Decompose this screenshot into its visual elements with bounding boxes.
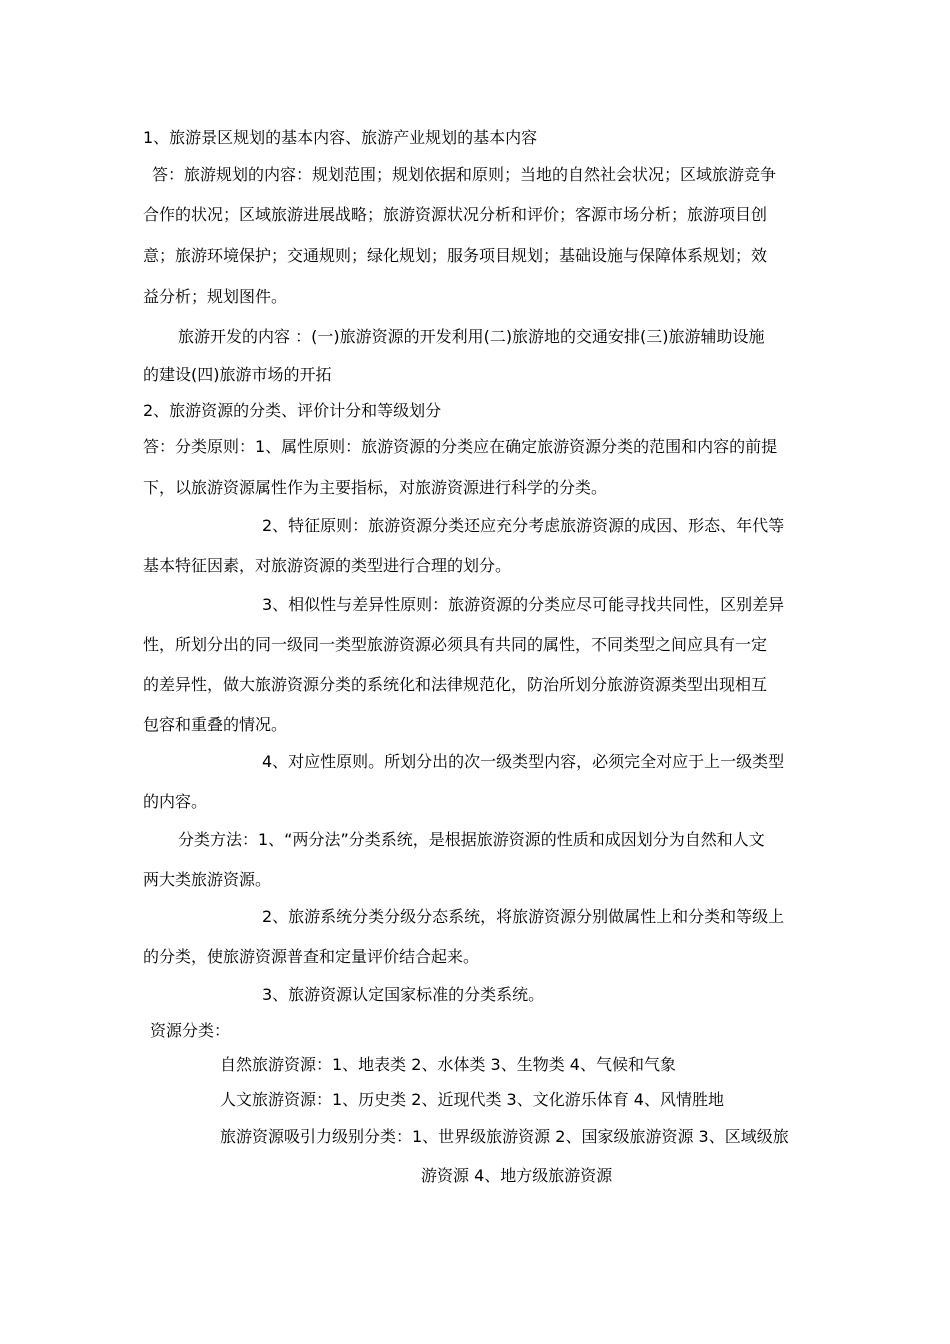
- paragraph-line: 答：分类原则：1、属性原则：旅游资源的分类应在确定旅游资源分类的范围和内容的前提: [143, 437, 778, 456]
- paragraph-line: 性，所划分出的同一级同一类型旅游资源必须具有共同的属性，不同类型之间应具有一定: [143, 635, 768, 654]
- heading-1: 1、旅游景区规划的基本内容、旅游产业规划的基本内容: [143, 128, 538, 147]
- paragraph-line: 旅游开发的内容 ：(一)旅游资源的开发利用(二)旅游地的交通安排(三)旅游辅助设施: [178, 327, 765, 346]
- paragraph-line: 分类方法：1、“两分法”分类系统，是根据旅游资源的性质和成因划分为自然和人文: [178, 830, 765, 849]
- paragraph-line: 的分类，使旅游资源普查和定量评价结合起来。: [143, 947, 480, 966]
- paragraph-line: 3、旅游资源认定国家标准的分类系统。: [262, 985, 545, 1004]
- heading-2: 2、旅游资源的分类、评价计分和等级划分: [143, 401, 442, 420]
- paragraph-line: 两大类旅游资源。: [143, 870, 272, 889]
- paragraph-line: 2、特征原则：旅游资源分类还应充分考虑旅游资源的成因、形态、年代等: [262, 516, 785, 535]
- paragraph-line: 包容和重叠的情况。: [143, 715, 288, 734]
- paragraph-line: 的差异性，做大旅游资源分类的系统化和法律规范化，防治所划分旅游资源类型出现相互: [143, 675, 768, 694]
- paragraph-line: 下，以旅游资源属性作为主要指标，对旅游资源进行科学的分类。: [143, 478, 608, 497]
- list-item-continuation: 游资源 4、地方级旅游资源: [421, 1166, 613, 1185]
- paragraph-line: 2、旅游系统分类分级分态系统，将旅游资源分别做属性上和分类和等级上: [262, 907, 785, 926]
- list-item: 旅游资源吸引力级别分类：1、世界级旅游资源 2、国家级旅游资源 3、区域级旅: [220, 1127, 789, 1146]
- paragraph-line: 合作的状况；区域旅游进展战略；旅游资源状况分析和评价；客源市场分析；旅游项目创: [143, 205, 768, 224]
- paragraph-line: 答：旅游规划的内容：规划范围；规划依据和原则；当地的自然社会状况；区域旅游竞争: [152, 165, 777, 184]
- paragraph-line: 意；旅游环境保护；交通规则；绿化规划；服务项目规划；基础设施与保障体系规划；效: [143, 246, 768, 265]
- paragraph-line: 的内容。: [143, 792, 208, 811]
- paragraph-line: 的建设(四)旅游市场的开拓: [143, 365, 332, 384]
- paragraph-line: 益分析；规划图件。: [143, 287, 288, 306]
- list-item: 自然旅游资源：1、地表类 2、水体类 3、生物类 4、气候和气象: [220, 1055, 676, 1074]
- paragraph-line: 3、相似性与差异性原则：旅游资源的分类应尽可能寻找共同性，区别差异: [262, 595, 785, 614]
- subheading: 资源分类：: [150, 1021, 231, 1040]
- paragraph-line: 4、对应性原则。所划分出的次一级类型内容，必须完全对应于上一级类型: [262, 752, 785, 771]
- list-item: 人文旅游资源：1、历史类 2、近现代类 3、文化游乐体育 4、风情胜地: [220, 1090, 724, 1109]
- paragraph-line: 基本特征因素，对旅游资源的类型进行合理的划分。: [143, 556, 512, 575]
